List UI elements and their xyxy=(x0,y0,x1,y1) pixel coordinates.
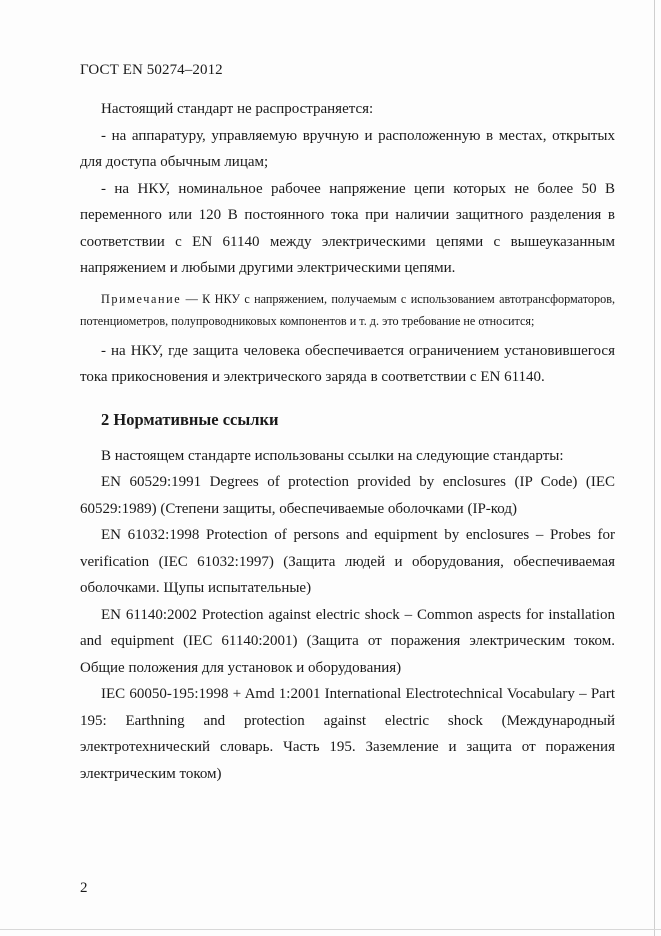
note-text: — К НКУ с напряжением, получаемым с использованием автотрансформаторов, потенциометров, полупроводниковых компонентов и т. д. это требование не относится; xyxy=(80,291,615,328)
scope-item: - на аппаратуру, управляемую вручную и расположенную в местах, открытых для доступа обычным лицам; xyxy=(80,127,615,170)
scope-item: - на НКУ, номинальное рабочее напряжение цепи которых не более 50 В переменного или 120 В постоянного тока при наличии защитного разделения в соответствии с EN 61140 между электрическими цепями с вышеуказанным напряжением и любыми другими электрическими цепями. xyxy=(80,180,615,276)
page-edge-right xyxy=(654,0,655,936)
scope-item: - на НКУ, где защита человека обеспечивается ограничением установившегося тока прикосновения и электрического заряда в соответствии с EN 61140. xyxy=(80,342,615,385)
section-heading: 2 Нормативные ссылки xyxy=(101,409,279,429)
scope-exclusions xyxy=(80,96,615,282)
document-header: ГОСТ EN 50274–2012 xyxy=(80,62,223,78)
normative-references xyxy=(80,443,615,788)
document-body xyxy=(80,96,615,787)
reference-item: EN 61032:1998 Protection of persons and equipment by enclosures – Probes for verification (IEC 61032:1997) (Защита людей и оборудования, обеспечиваемая оболочками. Щупы испытательные) xyxy=(80,527,615,596)
page-edge-bottom xyxy=(0,929,661,930)
scope-exclusions-continued xyxy=(80,338,615,391)
reference-item: EN 60529:1991 Degrees of protection provided by enclosures (IP Code) (IEC 60529:1989) (Степени защиты, обеспечиваемые оболочками (IP-код) xyxy=(80,474,615,517)
reference-item: IEC 60050-195:1998 + Amd 1:2001 International Electrotechnical Vocabulary – Part 195: Earthning and protection against electric shock (Международный электротехнический словарь. Часть 195. Заземление и защита от поражения электрическим током) xyxy=(80,686,615,782)
note xyxy=(80,288,615,333)
references-intro: В настоящем стандарте использованы ссылки на следующие стандарты: xyxy=(101,447,564,464)
scope-intro: Настоящий стандарт не распространяется: xyxy=(101,101,374,117)
note-label: Примечание xyxy=(101,291,182,306)
reference-item: EN 61140:2002 Protection against electric shock – Common aspects for installation and equipment (IEC 61140:2001) (Защита от поражения электрическим током. Общие положения для установок и оборудования) xyxy=(80,606,615,676)
page-number: 2 xyxy=(80,880,88,896)
